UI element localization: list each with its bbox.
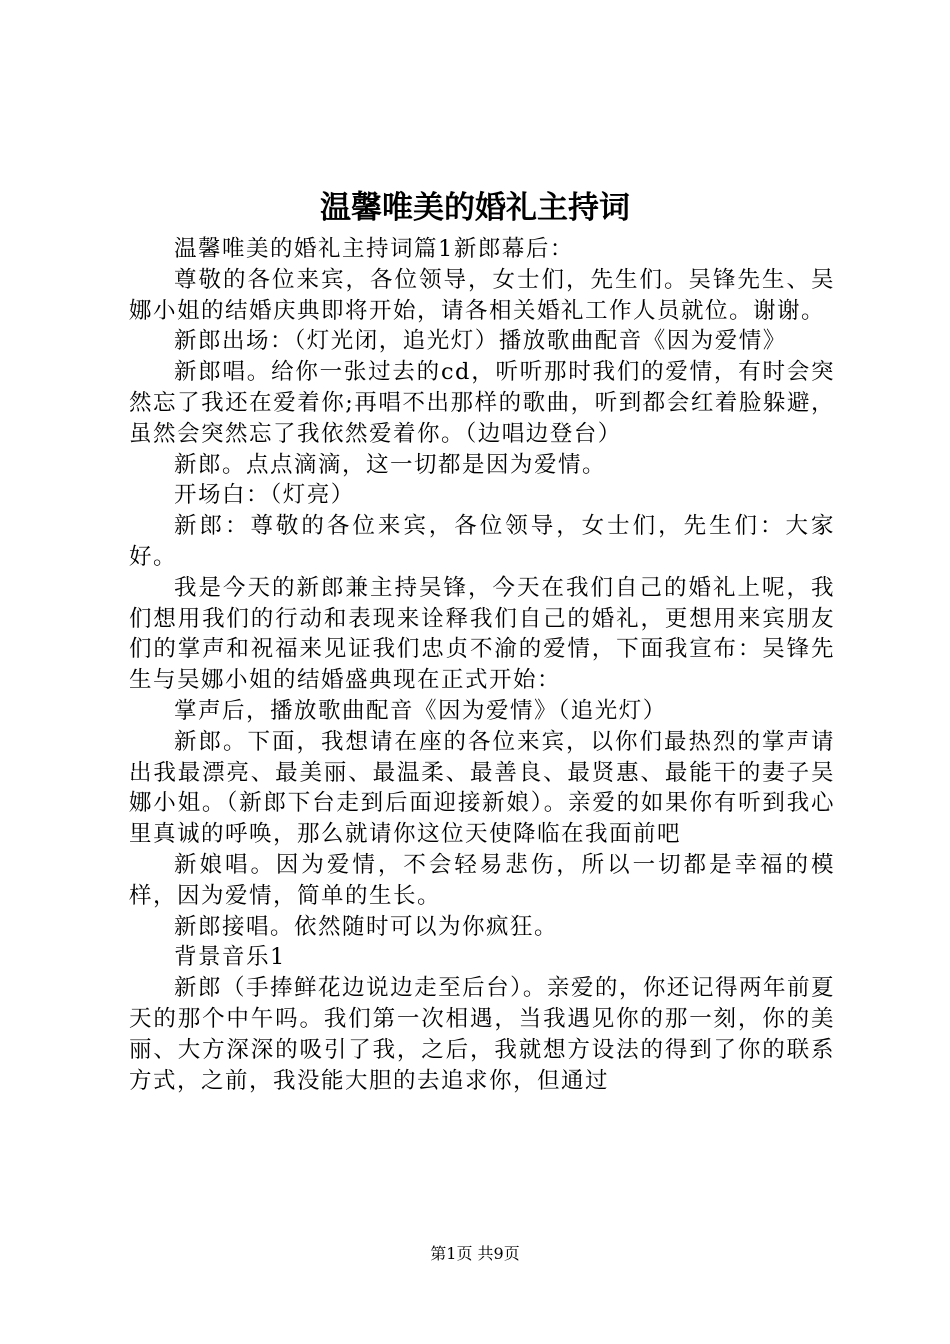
paragraph: 新郎。下面，我想请在座的各位来宾，以你们最热烈的掌声请出我最漂亮、最美丽、最温柔、最善良、最贤惠、最能干的妻子吴娜小姐。（新郎下台走到后面迎接新娘）。亲爱的如果你有听到我心里真诚的呼唤，那么就请你这位天使降临在我面前吧: [129, 728, 835, 848]
paragraph: 尊敬的各位来宾，各位领导，女士们，先生们。吴锋先生、吴娜小姐的结婚庆典即将开始，请各相关婚礼工作人员就位。谢谢。: [129, 266, 835, 324]
document-body: [129, 234, 835, 1096]
paragraph: 新郎出场：（灯光闭，追光灯）播放歌曲配音《因为爱情》: [174, 328, 787, 355]
paragraph: 新郎唱。给你一张过去的cd，听听那时我们的爱情，有时会突然忘了我还在爱着你;再唱不出那样的歌曲，听到都会红着脸躲避，虽然会突然忘了我依然爱着你。（边唱边登台）: [129, 359, 835, 447]
paragraph: 开场白：（灯亮）: [174, 482, 355, 509]
document-title: 温馨唯美的婚礼主持词: [320, 190, 630, 226]
paragraph: 我是今天的新郎兼主持吴锋，今天在我们自己的婚礼上呢，我们想用我们的行动和表现来诠释我们自己的婚礼，更想用来宾朋友们的掌声和祝福来见证我们忠贞不渝的爱情，下面我宣布：吴锋先生与吴娜小姐的结婚盛典现在正式开始：: [129, 574, 835, 694]
paragraph: 背景音乐1: [174, 944, 286, 971]
paragraph: 掌声后，播放歌曲配音《因为爱情》（追光灯）: [174, 697, 667, 724]
paragraph: 温馨唯美的婚礼主持词篇1新郎幕后：: [174, 236, 574, 262]
paragraph: 新郎：尊敬的各位来宾，各位领导，女士们，先生们：大家好。: [129, 513, 835, 570]
paragraph: 新娘唱。因为爱情，不会轻易悲伤，所以一切都是幸福的模样，因为爱情，简单的生长。: [129, 851, 835, 909]
paragraph: 新郎（手捧鲜花边说边走至后台）。亲爱的，你还记得两年前夏天的那个中午吗。我们第一次相遇，当我遇见你的那一刻，你的美丽、大方深深的吸引了我，之后，我就想方设法的得到了你的联系方式，之前，我没能大胆的去追求你，但通过: [129, 975, 835, 1094]
page-number-footer: 第1页 共9页: [430, 1244, 520, 1263]
paragraph: 新郎。点点滴滴，这一切都是因为爱情。: [174, 451, 607, 478]
paragraph: 新郎接唱。依然随时可以为你疯狂。: [174, 913, 559, 940]
